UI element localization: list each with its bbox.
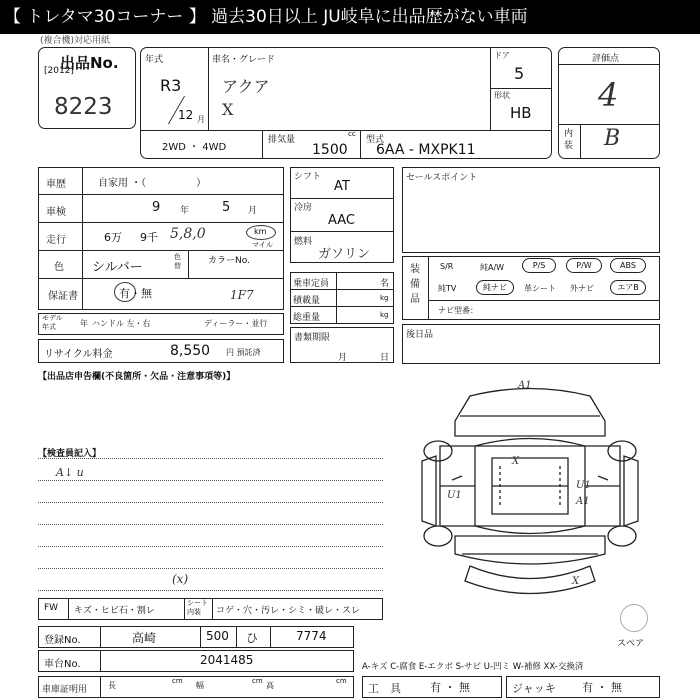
mileage-unit-km: km [254, 227, 267, 236]
mark-x-roof: X [512, 456, 520, 467]
mileage-hand: 5,8,0 [170, 226, 206, 242]
chassis-row [38, 650, 354, 672]
shape-label: 形状 [494, 91, 510, 100]
equip-abs: ABS [610, 258, 646, 273]
model-year-row-handle: ハンドル 左・右 [92, 319, 151, 328]
color-change-label: 色替 [174, 253, 181, 270]
rating-value: 4 [598, 76, 619, 114]
tools-value: 有 ・ 無 [430, 681, 470, 694]
warranty-options: 有・無 [119, 287, 152, 300]
seat-label: シート内装 [187, 599, 208, 616]
warranty-label: 保証書 [48, 291, 78, 302]
displacement-value: 1500 [312, 142, 348, 158]
fuel-value: ガソリン [318, 247, 371, 262]
doc-deadline-day: 日 [380, 353, 390, 363]
model-year-era: R3 [160, 76, 182, 95]
model-code-value: 6AA - MXPK11 [376, 142, 476, 158]
inspection-year: 9 [152, 200, 161, 215]
inspector-note: A↓ u [56, 466, 84, 479]
displacement-unit: cc [348, 130, 356, 138]
equip-nav: 純ナビ [476, 280, 514, 295]
seat-items: コゲ・穴・汚レ・シミ・破レ・スレ [216, 606, 361, 616]
capacity-unit: 名 [380, 279, 390, 289]
registration-class: 500 [206, 629, 229, 643]
color-no-label: カラーNo. [208, 256, 250, 266]
aircon-label: 冷房 [294, 203, 313, 213]
mark-a1-side: A1 [576, 496, 590, 507]
car-grade: X [222, 100, 234, 119]
shift-value: AT [334, 179, 350, 194]
recycle-value: 8,550 [170, 343, 211, 359]
inspection-label: 車検 [46, 207, 66, 218]
floor-label: FW [44, 603, 59, 613]
spare-label: スペア [617, 639, 645, 649]
equipment-label: 装備品 [410, 264, 420, 305]
load-label: 積載量 [293, 296, 321, 306]
inspection-year-unit: 年 [180, 206, 190, 216]
interior-label: 内装 [564, 129, 574, 151]
mark-a1-top: A1 [518, 380, 532, 391]
history-label: 車歴 [46, 179, 66, 190]
car-name: アクア [222, 77, 270, 96]
equip-leather: 革シート [524, 284, 556, 293]
mileage-label: 走行 [46, 235, 66, 246]
damage-legend: A-キズ C-腐食 E-エクボ S-サビ U-凹ミ W-補修 XX-交換済 [362, 662, 584, 672]
equip-ext-nav: 外ナビ [570, 284, 594, 293]
car-damage-diagram [400, 376, 660, 616]
equip-tv: 純TV [438, 284, 457, 293]
doc-deadline-label: 書類期限 [294, 333, 331, 343]
cert-height-unit: cm [336, 677, 347, 685]
remarks-label: 後日品 [406, 330, 434, 340]
chassis-label: 車台No. [44, 659, 81, 670]
rating-label: 評価点 [592, 54, 620, 64]
equip-sr: S/R [440, 262, 454, 271]
mileage-sen: 9千 [140, 231, 158, 244]
mark-x-rear: X [572, 576, 580, 587]
weight-label: 総重量 [293, 313, 321, 323]
inspector-label: 【検査員記入】 [38, 449, 102, 459]
cert-height: 高 [266, 681, 274, 690]
lot-number: 8223 [54, 94, 113, 120]
doors-value: 5 [514, 64, 525, 83]
equip-airbag: エアB [610, 280, 646, 295]
lot-year-tag: [2012] [44, 66, 74, 76]
lot-label: 出品No. [60, 54, 119, 72]
jack-label: ジャッキ [512, 682, 556, 695]
spare-tire-icon [620, 604, 648, 632]
model-year-month-unit: 月 [197, 115, 205, 124]
load-unit: kg [380, 294, 389, 302]
doc-deadline-month: 月 [338, 353, 348, 363]
color-value: シルバー [92, 260, 143, 275]
recycle-unit: 円 預託済 [226, 348, 261, 357]
sales-point-label: セールスポイント [406, 173, 478, 183]
equip-nav-model: ナビ型番： [438, 306, 478, 315]
mileage-unit-mile: マイル [252, 241, 273, 249]
cert-long-unit: cm [172, 677, 183, 685]
registration-place: 高崎 [132, 631, 157, 645]
recycle-label: リサイクル料金 [44, 349, 113, 360]
color-label: 色 [54, 262, 64, 273]
registration-number: 7774 [296, 629, 327, 643]
capacity-label: 乗車定員 [293, 279, 330, 289]
chassis-value: 2041485 [200, 653, 254, 667]
inspection-month: 5 [222, 200, 231, 215]
mark-u1-right: U1 [576, 480, 591, 491]
damage-marks [447, 380, 591, 587]
drive-label: 2WD ・ 4WD [162, 142, 227, 153]
model-code-label: 型式 [366, 135, 385, 145]
registration-kana: ひ [246, 631, 259, 645]
model-year-row-dealer: ディーラー・並行 [204, 319, 268, 328]
floor-note: (x) [172, 572, 189, 586]
displacement-label: 排気量 [268, 135, 296, 145]
equip-pw: P/W [566, 258, 602, 273]
mileage-man: 6万 [104, 231, 122, 244]
shift-label: シフト [294, 172, 322, 182]
jack-value: 有 ・ 無 [582, 681, 622, 694]
interior-value: B [604, 126, 621, 151]
subheader: (複合機)対応用紙 [40, 36, 111, 46]
banner: 【 トレタマ30コーナー 】 過去30日以上 JU岐阜に出品歴がない車両 [0, 0, 700, 34]
equip-alloy: 純A/W [480, 263, 505, 272]
model-year-month: 12 [178, 108, 194, 122]
color-no-value: 1F7 [230, 288, 254, 302]
remarks-box [402, 324, 660, 364]
cert-width-unit: cm [252, 677, 263, 685]
model-year-row-label: モデル年式 [42, 314, 63, 331]
cert-label: 車庫証明用 [42, 685, 88, 695]
cert-long: 長 [108, 681, 116, 690]
car-label: 車名・グレード [212, 55, 276, 65]
declaration-label: 【出品店申告欄(不良箇所・欠品・注意事項等)】 [38, 372, 236, 382]
inspection-month-unit: 月 [248, 206, 258, 216]
fuel-label: 燃料 [294, 237, 313, 247]
doors-label: ドア [494, 51, 510, 60]
registration-label: 登録No. [44, 635, 81, 646]
mark-u1-left: U1 [447, 490, 462, 501]
weight-unit: kg [380, 311, 389, 319]
floor-items: キズ・ヒビ石・割レ [74, 606, 155, 616]
tools-label: 工 具 [368, 682, 401, 695]
shape-value: HB [510, 104, 532, 122]
cert-width: 幅 [196, 681, 204, 690]
model-year-row-year: 年 [80, 319, 88, 328]
history-value: 自家用 ・（ ） [98, 178, 207, 189]
equip-ps: P/S [522, 258, 556, 273]
aircon-value: AAC [328, 213, 355, 228]
model-year-label: 年式 [145, 55, 164, 65]
